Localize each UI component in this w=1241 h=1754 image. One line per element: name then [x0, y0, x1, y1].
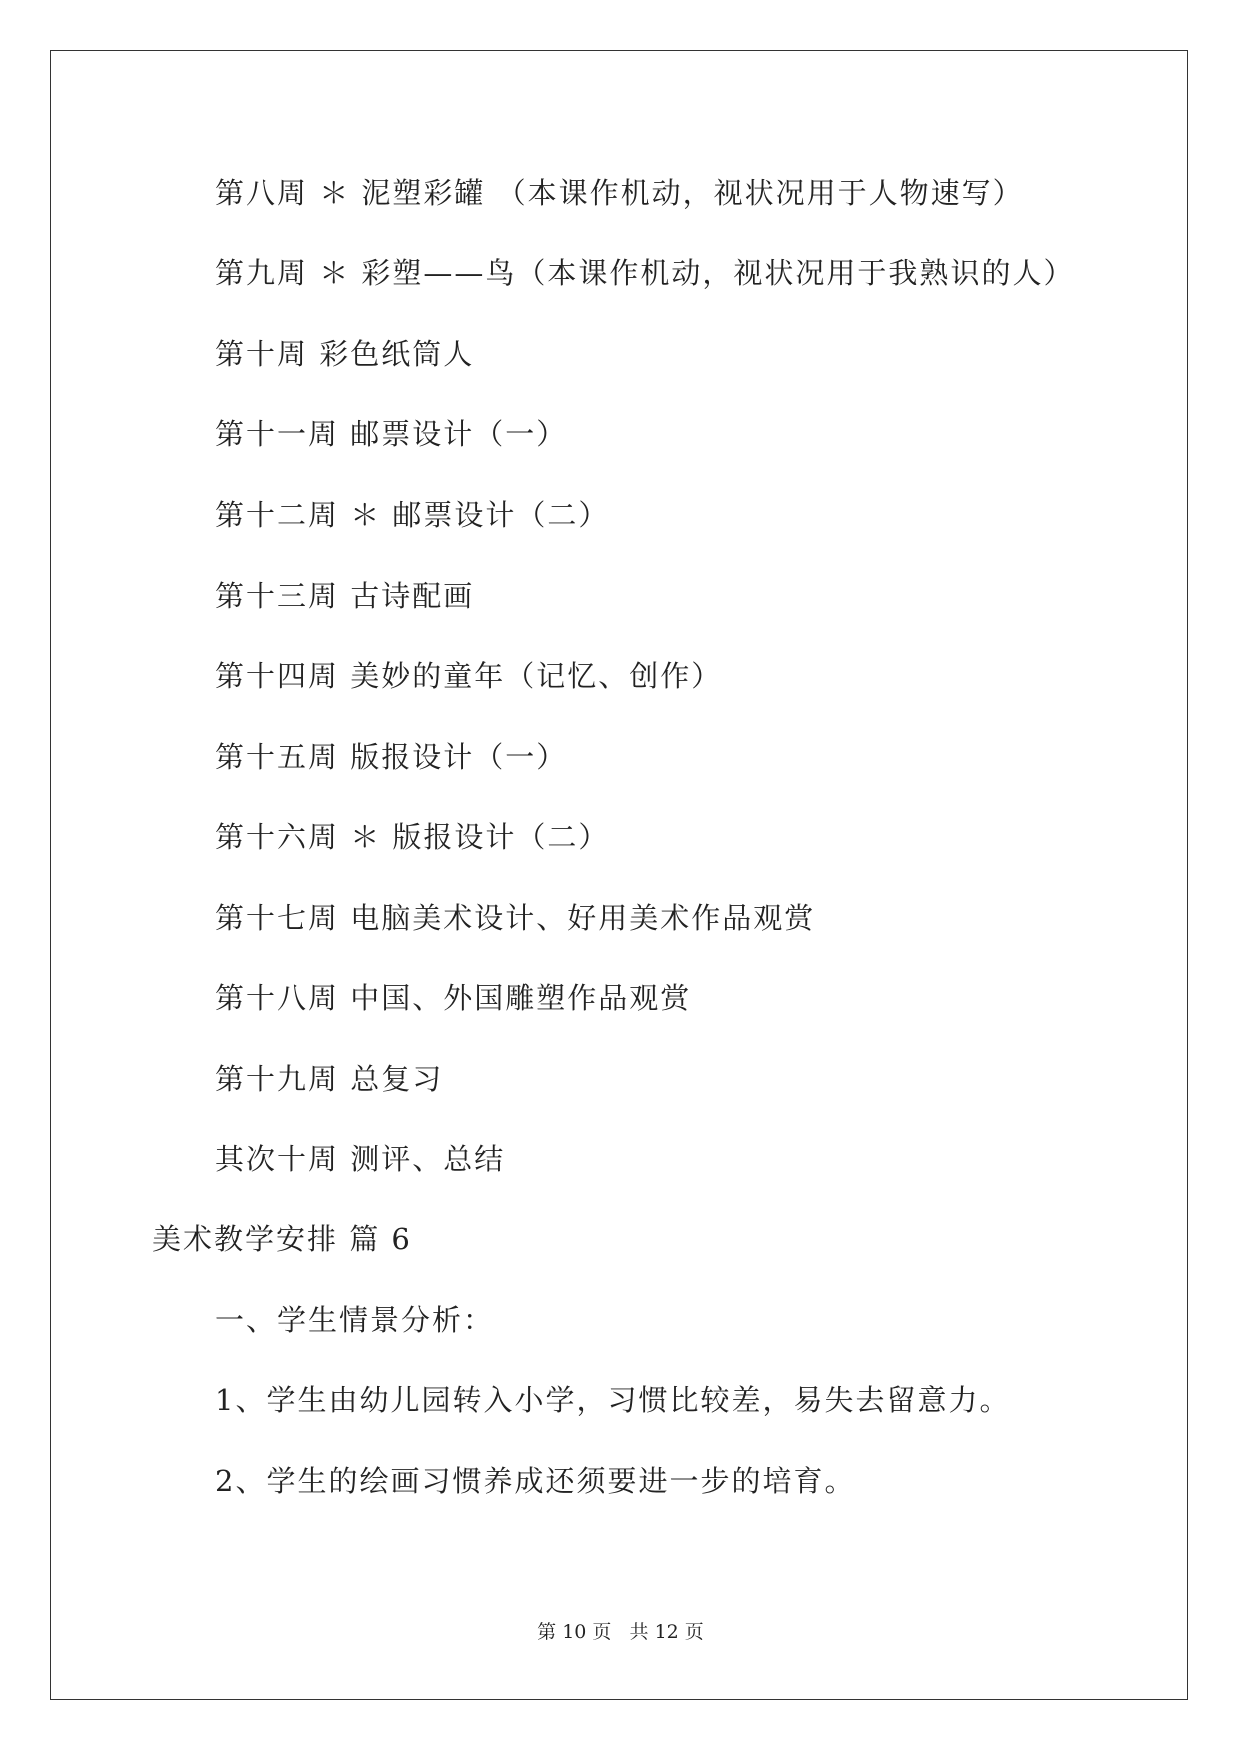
schedule-line-week-19: 第十九周 总复习: [215, 1062, 444, 1096]
schedule-line-week-18: 第十八周 中国、外国雕塑作品观赏: [215, 981, 692, 1015]
subsection-heading: 一、学生情景分析：: [215, 1303, 495, 1337]
schedule-line-week-8: 第八周 ＊ 泥塑彩罐 （本课作机动，视状况用于人物速写）: [215, 176, 1024, 210]
paragraph-item-1: 1、学生由幼儿园转入小学，习惯比较差，易失去留意力。: [215, 1383, 1011, 1417]
schedule-line-week-14: 第十四周 美妙的童年（记忆、创作）: [215, 659, 723, 693]
schedule-line-week-20: 其次十周 测评、总结: [215, 1142, 506, 1176]
schedule-line-week-16: 第十六周 ＊ 版报设计（二）: [215, 820, 610, 854]
section-heading: 美术教学安排 篇 6: [152, 1222, 412, 1256]
schedule-line-week-10: 第十周 彩色纸筒人: [215, 337, 475, 371]
schedule-line-week-9: 第九周 ＊ 彩塑——鸟（本课作机动，视状况用于我熟识的人）: [215, 256, 1075, 290]
page-frame: [50, 50, 1188, 1700]
page-number-footer: 第 10 页 共 12 页: [537, 1621, 704, 1643]
schedule-line-week-12: 第十二周 ＊ 邮票设计（二）: [215, 498, 610, 532]
paragraph-item-2: 2、学生的绘画习惯养成还须要进一步的培育。: [215, 1464, 856, 1498]
schedule-line-week-11: 第十一周 邮票设计（一）: [215, 417, 568, 451]
schedule-line-week-17: 第十七周 电脑美术设计、好用美术作品观赏: [215, 901, 816, 935]
schedule-line-week-15: 第十五周 版报设计（一）: [215, 740, 568, 774]
schedule-line-week-13: 第十三周 古诗配画: [215, 579, 475, 613]
